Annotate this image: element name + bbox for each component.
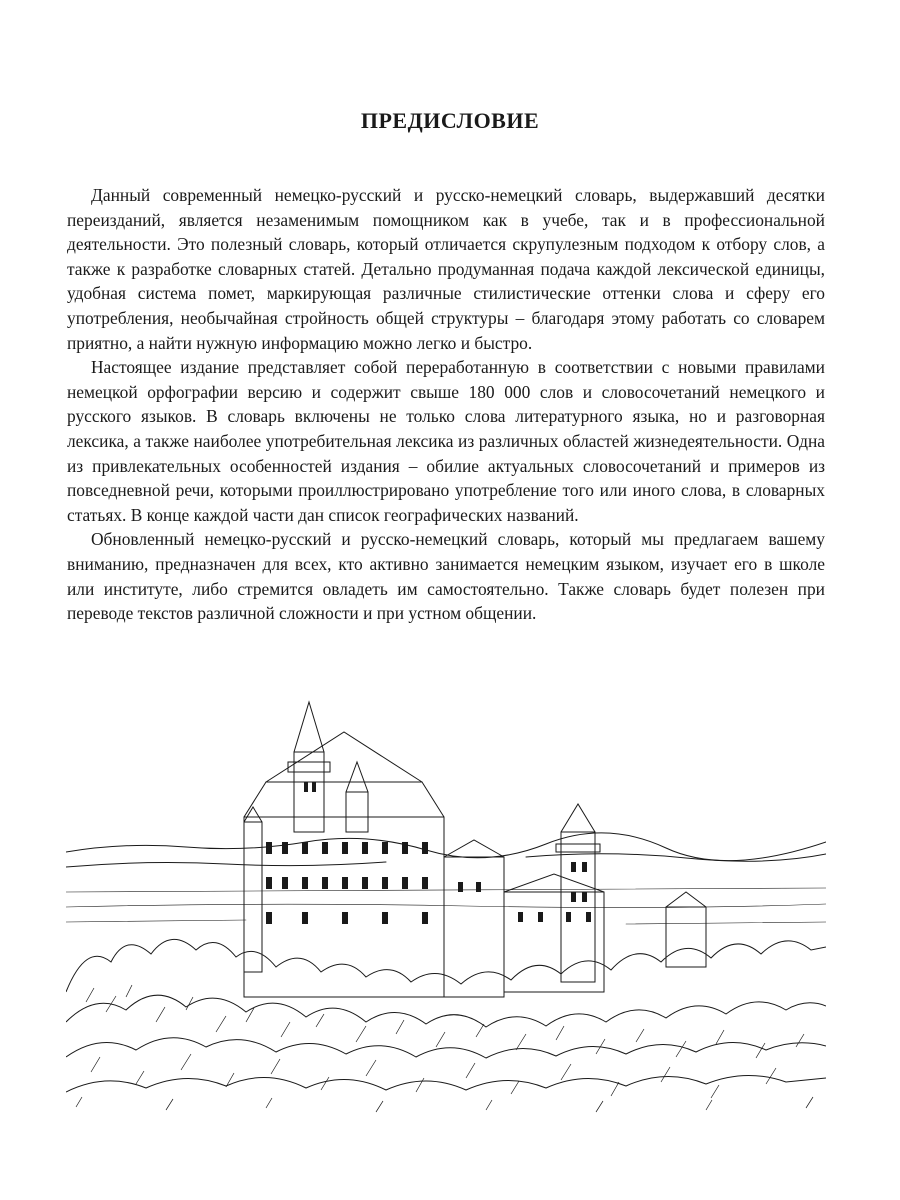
castle-sketch-image [66, 692, 826, 1116]
paragraph-1: Данный современный немецко-русский и русско-немецкий словарь, выдержавший десятки переизданий, является незаменимым помощником как в учебе, так и в профессиональной деятельности. Это полезный словарь, который отличается скрупулезным подходом к отбору слов, а также к разработке словарных статей. Детально продуманная подача каждой лексической единицы, удобная система помет, маркирующая различные стилистические оттенки слова и сферу его употребления, необычайная стройность общей структуры – благодаря этому работать со словарем приятно, а найти нужную информацию можно легко и быстро. [67, 185, 825, 353]
paragraph-3: Обновленный немецко-русский и русско-немецкий словарь, который мы предлагаем вашему вниманию, предназначен для всех, кто активно занимается немецким языком, изучает его в школе или институте, либо стремится овладеть им самостоятельно. Также словарь будет полезен при переводе текстов различной сложности и при устном общении. [67, 529, 825, 624]
paragraph-2: Настоящее издание представляет собой переработанную в соответствии с новыми правилами немецкой орфографии версию и содержит свыше 180 000 слов и словосочетаний немецкого и русского языков. В словарь включены не только слова литературного языка, но и разговорная лексика, а также наиболее употребительная лексика из различных областей жизнедеятельности. Одна из привлекательных особенностей издания – обилие актуальных словосочетаний и примеров из повседневной речи, которыми проиллюстрировано употребление того или иного слова, в словарных статьях. В конце каждой части дан список географических названий. [67, 357, 825, 525]
page-title: ПРЕДИСЛОВИЕ [360, 108, 540, 133]
preface-text [67, 183, 825, 626]
castle-illustration [66, 692, 826, 1116]
